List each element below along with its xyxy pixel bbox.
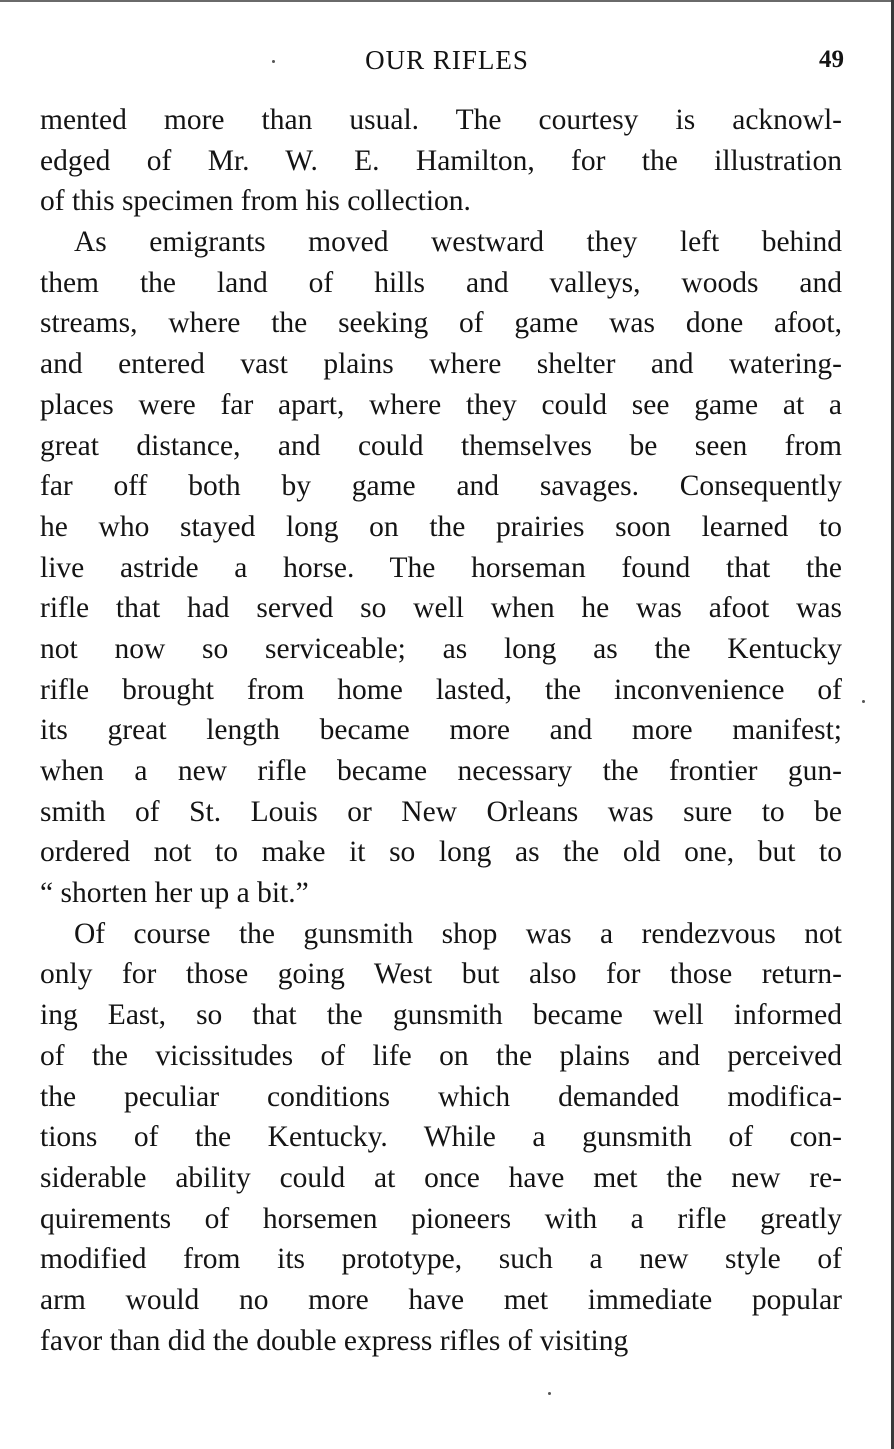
- page-number: 49: [819, 46, 844, 73]
- text-line: rifle brought from home lasted, the inconvenience of: [40, 673, 842, 706]
- text-line: streams, where the seeking of game was done afoot,: [40, 307, 842, 340]
- text-line: places were far apart, where they could see game at a: [40, 388, 842, 421]
- text-line: far off both by game and savages. Consequently: [40, 470, 842, 503]
- text-line: of this specimen from his collection.: [40, 185, 471, 218]
- text-line: great distance, and could themselves be seen from: [40, 429, 842, 462]
- text-line: tions of the Kentucky. While a gunsmith of con-: [40, 1121, 842, 1154]
- text-line: the peculiar conditions which demanded modifica-: [40, 1080, 842, 1113]
- text-line: not now so serviceable; as long as the Kentucky: [40, 632, 842, 665]
- text-line: favor than did the double express rifles of visiting: [40, 1324, 629, 1357]
- running-title: OUR RIFLES: [365, 45, 529, 75]
- text-line: arm would no more have met immediate popular: [40, 1283, 842, 1316]
- text-line: mented more than usual. The courtesy is acknowl-: [40, 104, 842, 136]
- text-line: rifle that had served so well when he was afoot was: [40, 592, 842, 625]
- text-line: Of course the gunsmith shop was a rendezvous not: [74, 917, 842, 950]
- text-line: them the land of hills and valleys, woods and: [40, 266, 842, 299]
- print-speck: [862, 700, 865, 703]
- body-text: [40, 100, 842, 1361]
- text-line: “ shorten her up a bit.”: [40, 877, 309, 910]
- paragraph: [40, 100, 842, 222]
- text-line: he who stayed long on the prairies soon learned to: [40, 510, 842, 543]
- text-line: modified from its prototype, such a new style of: [40, 1243, 842, 1276]
- text-line: when a new rifle became necessary the frontier gun-: [40, 755, 842, 787]
- text-line: its great length became more and more manifest;: [40, 714, 842, 747]
- text-line: of the vicissitudes of life on the plains and perceived: [40, 1039, 842, 1072]
- paragraph: [40, 914, 842, 1362]
- text-line: live astride a horse. The horseman found that the: [40, 551, 842, 584]
- text-line: only for those going West but also for those return-: [40, 958, 842, 991]
- text-line: quirements of horsemen pioneers with a rifle greatly: [40, 1202, 842, 1235]
- print-speck: [548, 1392, 551, 1395]
- text-line: ing East, so that the gunsmith became well informed: [40, 999, 842, 1032]
- text-line: siderable ability could at once have met the new re-: [40, 1161, 842, 1194]
- running-head: [0, 40, 894, 80]
- text-line: As emigrants moved westward they left behind: [74, 226, 842, 259]
- text-line: smith of St. Louis or New Orleans was sure to be: [40, 795, 842, 828]
- paragraph: [40, 222, 842, 914]
- text-line: edged of Mr. W. E. Hamilton, for the illustration: [40, 144, 842, 177]
- text-line: ordered not to make it so long as the old one, but to: [40, 836, 842, 869]
- page-top-edge: [0, 0, 894, 2]
- print-speck: [272, 60, 275, 63]
- text-line: and entered vast plains where shelter and watering-: [40, 348, 842, 381]
